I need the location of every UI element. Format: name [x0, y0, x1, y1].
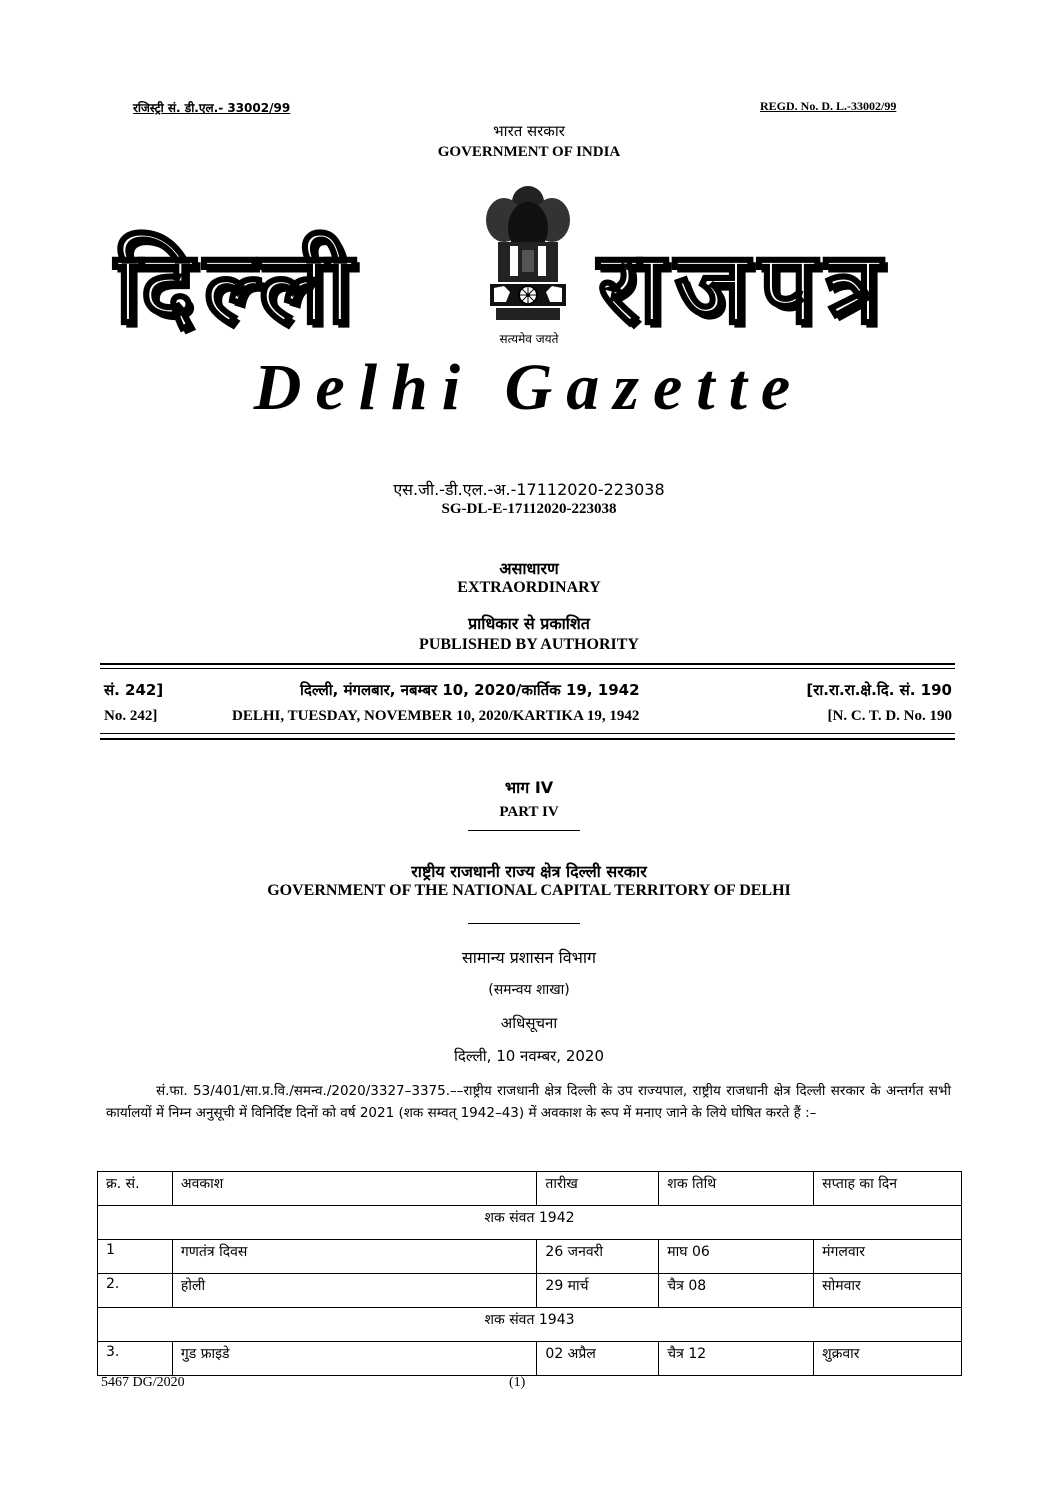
- issue-number-hindi: सं. 242]: [104, 681, 164, 699]
- nctd-number-english: [N. C. T. D. No. 190: [827, 708, 952, 724]
- cell-holiday: गणतंत्र दिवस: [172, 1240, 537, 1274]
- delhi-government-english: GOVERNMENT OF THE NATIONAL CAPITAL TERRITORY OF DELHI: [267, 882, 791, 899]
- part-hindi: भाग IV: [504, 778, 554, 797]
- cell-serial: 1: [98, 1240, 173, 1274]
- published-by-authority-english: PUBLISHED BY AUTHORITY: [419, 636, 639, 653]
- government-of-india-english: GOVERNMENT OF INDIA: [437, 144, 621, 160]
- header-saka-date: शक तिथि: [659, 1172, 814, 1206]
- cell-serial: 2.: [98, 1274, 173, 1308]
- gazette-code-english: SG-DL-E-17112020-223038: [441, 501, 617, 517]
- cell-holiday: गुड फ्राइडे: [172, 1342, 537, 1376]
- table-row: [98, 1240, 962, 1274]
- gazette-code-hindi: एस.जी.-डी.एल.-अ.-17112020-223038: [393, 480, 665, 499]
- cell-weekday: सोमवार: [814, 1274, 962, 1308]
- notification-title: अधिसूचना: [500, 1014, 558, 1032]
- masthead-hindi-right: राजपत्र: [598, 229, 891, 346]
- masthead-hindi-left: दिल्ली: [115, 229, 363, 346]
- table-row: [98, 1342, 962, 1376]
- issue-line-hindi: [104, 680, 952, 702]
- notification-body: सं.फा. 53/401/सा.प्र.वि./समन्व./2020/3327–3375.––राष्ट्रीय राजधानी क्षेत्र दिल्ली के उप राज्यपाल, राष्ट्रीय राजधानी क्षेत्र दिल्ली सरकार के अन्तर्गत सभी कार्यालयों में निम्न अनुसूची में विनिर्दिष्ट दिनों को वर्ष 2021 (शक सम्वत् 1942–43) में अवकाश के रूप में मनाए जाने के लिये घोषित करते हैं :–: [106, 1083, 951, 1121]
- cell-holiday: होली: [172, 1274, 537, 1308]
- government-divider: [468, 923, 580, 924]
- issue-date-hindi: दिल्ली, मंगलबार, नबम्बर 10, 2020/कार्तिक 19, 1942: [300, 681, 640, 699]
- header-date: तारीख: [537, 1172, 659, 1206]
- cell-saka-date: माघ 06: [659, 1240, 814, 1274]
- table-section-row: [98, 1308, 962, 1342]
- nctd-number-hindi: [रा.रा.रा.क्षे.दि. सं. 190: [806, 681, 952, 699]
- table-row: [98, 1274, 962, 1308]
- table-section-row: [98, 1206, 962, 1240]
- branch-name: (समन्वय शाखा): [488, 982, 570, 998]
- issue-rule-top-thin: [100, 668, 955, 669]
- section-saka-1943: शक संवत 1943: [98, 1308, 962, 1342]
- extraordinary-hindi: असाधारण: [499, 559, 559, 578]
- issue-number-english: No. 242]: [104, 708, 158, 724]
- cell-serial: 3.: [98, 1342, 173, 1376]
- footer-code: 5467 DG/2020: [101, 1375, 185, 1390]
- masthead-english: Delhi Gazette: [253, 351, 805, 424]
- cell-saka-date: चैत्र 08: [659, 1274, 814, 1308]
- page-number: (1): [509, 1375, 526, 1390]
- cell-weekday: शुक्रवार: [814, 1342, 962, 1376]
- issue-line-english: [104, 708, 952, 730]
- published-by-authority-hindi: प्राधिकार से प्रकाशित: [468, 614, 590, 633]
- notification-date: दिल्ली, 10 नवम्बर, 2020: [453, 1047, 604, 1065]
- delhi-government-hindi: राष्ट्रीय राजधानी राज्य क्षेत्र दिल्ली सरकार: [411, 862, 647, 881]
- header-weekday: सप्ताह का दिन: [814, 1172, 962, 1206]
- header-holiday: अवकाश: [172, 1172, 537, 1206]
- issue-rule-bottom-thin: [100, 733, 955, 734]
- table-header-row: [98, 1172, 962, 1206]
- cell-date: 29 मार्च: [537, 1274, 659, 1308]
- registration-number-english: REGD. No. D. L.-33002/99: [760, 99, 897, 113]
- holiday-table: [97, 1171, 962, 1376]
- issue-rule-bottom: [100, 738, 955, 740]
- cell-weekday: मंगलवार: [814, 1240, 962, 1274]
- section-saka-1942: शक संवत 1942: [98, 1206, 962, 1240]
- emblem-motto: सत्यमेव जयते: [499, 332, 559, 346]
- issue-rule-top: [100, 663, 955, 665]
- cell-date: 02 अप्रैल: [537, 1342, 659, 1376]
- part-english: PART IV: [499, 804, 559, 820]
- part-divider: [468, 830, 580, 831]
- cell-date: 26 जनवरी: [537, 1240, 659, 1274]
- issue-date-english: DELHI, TUESDAY, NOVEMBER 10, 2020/KARTIKA 19, 1942: [232, 708, 640, 724]
- cell-saka-date: चैत्र 12: [659, 1342, 814, 1376]
- ashoka-emblem-icon: [470, 180, 586, 330]
- government-of-india-hindi: भारत सरकार: [493, 122, 565, 140]
- header-serial: क्र. सं.: [98, 1172, 173, 1206]
- department-name: सामान्य प्रशासन विभाग: [461, 948, 597, 967]
- extraordinary-english: EXTRAORDINARY: [457, 579, 601, 596]
- registration-number-hindi: रजिस्ट्री सं. डी.एल.- 33002/99: [133, 101, 291, 115]
